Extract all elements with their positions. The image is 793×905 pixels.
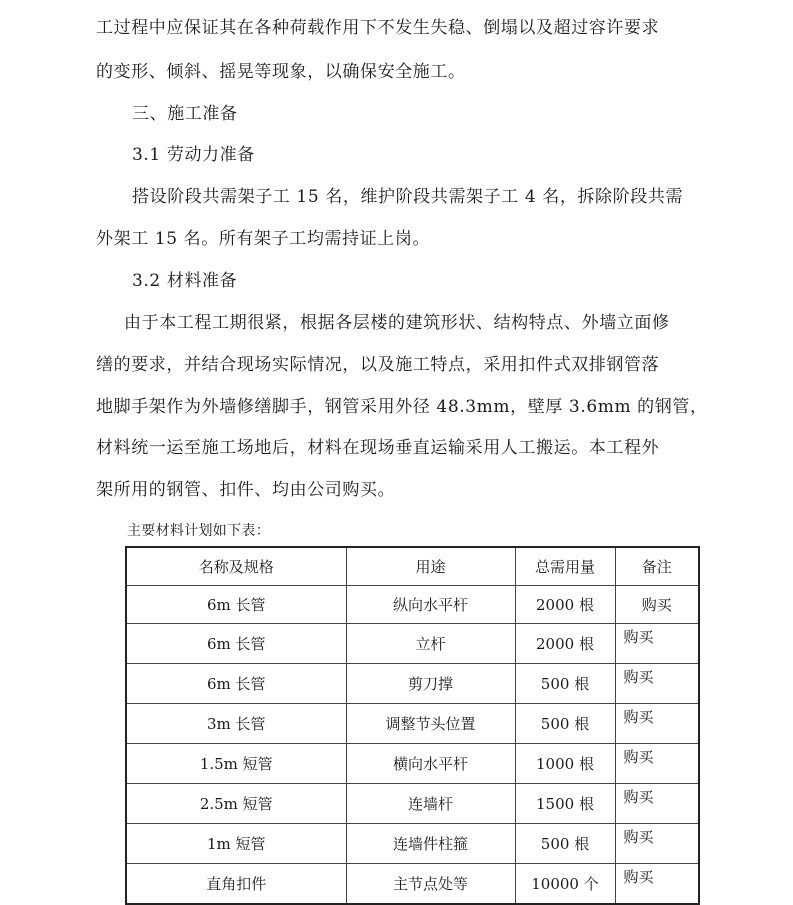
materials-table bbox=[125, 546, 700, 905]
cell-name: 1m 短管 bbox=[126, 824, 346, 864]
table-row bbox=[126, 704, 699, 744]
cell-remarks: 购买 bbox=[615, 664, 699, 704]
cell-remarks: 购买 bbox=[615, 824, 699, 864]
table-row bbox=[126, 664, 699, 704]
cell-usage: 连墙件柱箍 bbox=[346, 824, 515, 864]
body-text-line: 缮的要求，并结合现场实际情况，以及施工特点，采用扣件式双排钢管落 bbox=[96, 355, 660, 375]
cell-name: 6m 长管 bbox=[126, 624, 346, 664]
header-usage: 用途 bbox=[346, 547, 515, 586]
cell-quantity: 2000 根 bbox=[515, 624, 615, 664]
cell-remarks: 购买 bbox=[615, 744, 699, 784]
cell-name: 2.5m 短管 bbox=[126, 784, 346, 824]
header-name-spec: 名称及规格 bbox=[126, 547, 346, 586]
cell-name: 6m 长管 bbox=[126, 664, 346, 704]
subsection-heading: 3.2 材料准备 bbox=[132, 271, 238, 291]
cell-usage: 横向水平杆 bbox=[346, 744, 515, 784]
table-row bbox=[126, 744, 699, 784]
body-text-line: 工过程中应保证其在各种荷载作用下不发生失稳、倒塌以及超过容许要求 bbox=[96, 18, 660, 38]
cell-quantity: 500 根 bbox=[515, 664, 615, 704]
subsection-heading: 3.1 劳动力准备 bbox=[132, 145, 255, 165]
cell-remarks: 购买 bbox=[615, 586, 699, 624]
cell-remarks: 购买 bbox=[615, 784, 699, 824]
cell-quantity: 10000 个 bbox=[515, 864, 615, 905]
cell-usage: 连墙杆 bbox=[346, 784, 515, 824]
cell-quantity: 1000 根 bbox=[515, 744, 615, 784]
cell-quantity: 1500 根 bbox=[515, 784, 615, 824]
table-row bbox=[126, 824, 699, 864]
section-heading: 三、施工准备 bbox=[132, 104, 238, 124]
cell-usage: 调整节头位置 bbox=[346, 704, 515, 744]
header-remarks: 备注 bbox=[615, 547, 699, 586]
cell-name: 6m 长管 bbox=[126, 586, 346, 624]
table-row bbox=[126, 864, 699, 905]
cell-name: 1.5m 短管 bbox=[126, 744, 346, 784]
table-row bbox=[126, 784, 699, 824]
body-text-line: 外架工 15 名。所有架子工均需持证上岗。 bbox=[96, 229, 431, 249]
table-row bbox=[126, 624, 699, 664]
body-text-line: 地脚手架作为外墙修缮脚手，钢管采用外径 48.3mm，壁厚 3.6mm 的钢管， bbox=[96, 397, 708, 417]
cell-remarks: 购买 bbox=[615, 624, 699, 664]
body-text-line: 架所用的钢管、扣件、均由公司购买。 bbox=[96, 480, 396, 500]
body-text-line: 搭设阶段共需架子工 15 名，维护阶段共需架子工 4 名，拆除阶段共需 bbox=[132, 187, 684, 207]
cell-quantity: 500 根 bbox=[515, 704, 615, 744]
body-text-line: 材料统一运至施工场地后，材料在现场垂直运输采用人工搬运。本工程外 bbox=[96, 438, 660, 458]
cell-remarks: 购买 bbox=[615, 704, 699, 744]
header-total-quantity: 总需用量 bbox=[515, 547, 615, 586]
cell-usage: 纵向水平杆 bbox=[346, 586, 515, 624]
table-row bbox=[126, 586, 699, 624]
cell-usage: 立杆 bbox=[346, 624, 515, 664]
table-header-row bbox=[126, 547, 699, 586]
cell-name: 3m 长管 bbox=[126, 704, 346, 744]
body-text-line: 的变形、倾斜、摇晃等现象，以确保安全施工。 bbox=[96, 62, 466, 82]
cell-usage: 剪刀撑 bbox=[346, 664, 515, 704]
body-text-line: 由于本工程工期很紧，根据各层楼的建筑形状、结构特点、外墙立面修 bbox=[124, 313, 670, 333]
table-caption: 主要材料计划如下表： bbox=[127, 523, 270, 539]
cell-quantity: 2000 根 bbox=[515, 586, 615, 624]
cell-usage: 主节点处等 bbox=[346, 864, 515, 905]
cell-remarks: 购买 bbox=[615, 864, 699, 905]
cell-name: 直角扣件 bbox=[126, 864, 346, 905]
cell-quantity: 500 根 bbox=[515, 824, 615, 864]
